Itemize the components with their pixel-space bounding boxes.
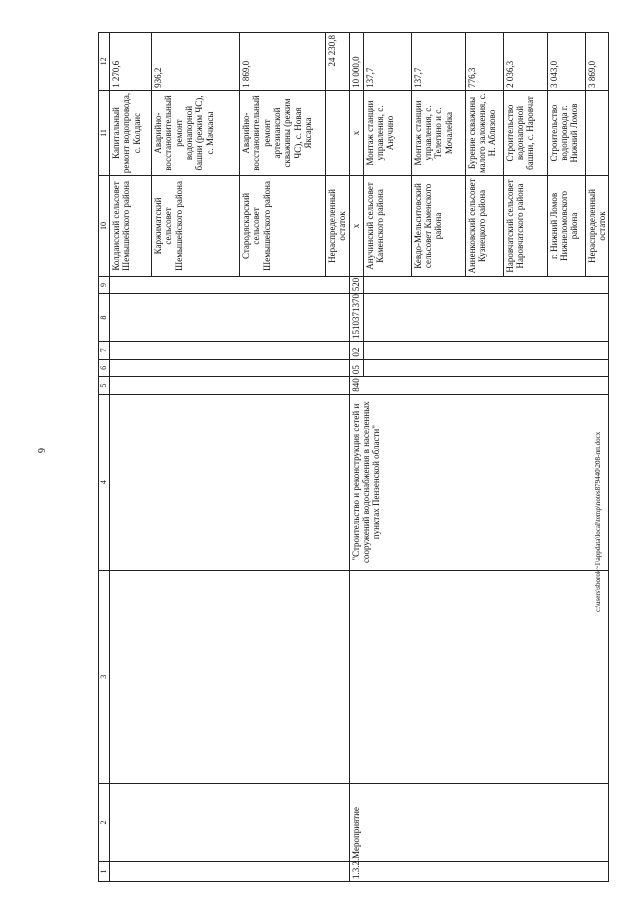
col-num: 9: [99, 276, 110, 294]
footer-path: c:\users\sborok~1\appdata\local\temp\notes879440\208-пп.docx: [594, 431, 602, 612]
col-num: 6: [99, 359, 110, 377]
work-cell: Капитальный ремонт водопровода, с. Колдаис: [110, 90, 152, 175]
col-num: 10: [99, 176, 110, 276]
col-num: 11: [99, 90, 110, 175]
col-num: 4: [99, 394, 110, 570]
amount-cell: 1 270,6: [110, 33, 152, 91]
col-num: 5: [99, 377, 110, 395]
col-num: 8: [99, 294, 110, 342]
col-num: 12: [99, 33, 110, 91]
work-cell: Строительство водопровода г. Нижний Ломов: [547, 90, 585, 175]
work-cell: Монтаж станции управления, с. Телегино и с. Мочалейка: [411, 90, 465, 175]
amount-cell: 3 869,0: [585, 33, 609, 91]
activity-number: 1.3.2.: [349, 861, 609, 881]
funding-table: [98, 32, 609, 882]
page-number: 6: [35, 448, 46, 453]
amount-cell: 2 036,3: [503, 33, 547, 91]
table-row: [110, 33, 152, 882]
work-cell: [326, 90, 350, 175]
work-cell: Бурение скважины малого заложения, с. Н. Аблязово: [465, 90, 503, 175]
place-cell: Нераспределенный остаток: [326, 176, 350, 276]
amount-cell: 1 869,0: [240, 33, 326, 91]
activity-row: [349, 33, 363, 882]
col-num: 3: [99, 570, 110, 784]
col-num: 7: [99, 341, 110, 359]
column-number-row: [99, 33, 110, 882]
amount-cell: 137,7: [411, 33, 465, 91]
amount-cell: 137,7: [363, 33, 411, 91]
col-num: 1: [99, 861, 110, 881]
work-cell: Монтаж станции управления, с. Анучино: [363, 90, 411, 175]
amount-cell: 776,3: [465, 33, 503, 91]
place-cell: Колдаисский сельсовет Шемышейского района: [110, 176, 152, 276]
activity-title: "Строительство и реконструкция сетей и сооружений водоснабжения в населенных пунктах Пензенской области": [349, 394, 609, 570]
code-grbs: 840: [349, 377, 609, 395]
place-cell: х: [349, 176, 363, 276]
place-cell: Анненковский сельсовет Кузнецкого района: [465, 176, 503, 276]
work-cell: Аварийно-восстановительный ремонт водонапорной башни (режим ЧС), с. Мачкасы: [152, 90, 240, 175]
place-cell: Наровчатский сельсовет Наровчатского района: [503, 176, 547, 276]
place-cell: Нераспределенный остаток: [585, 176, 609, 276]
work-cell: Строительство водонапорной башни, с. Наровчат: [503, 90, 547, 175]
amount-cell: 936,2: [152, 33, 240, 91]
code-target: 1510371370: [349, 294, 363, 342]
work-cell: Аварийно-восстановительный ремонт артезианской скважины (режим ЧС), с. Новая Яксарка: [240, 90, 326, 175]
place-cell: Анучинский сельсовет Каменского района: [363, 176, 411, 276]
work-cell: [585, 90, 609, 175]
col-num: 2: [99, 784, 110, 862]
code-subsection: 02: [349, 341, 363, 359]
place-cell: Кевдо-Мельситовский сельсовет Каменского района: [411, 176, 465, 276]
amount-cell: 24 230,8: [326, 33, 350, 91]
code-expense: 520: [349, 276, 363, 294]
code-section: 05: [349, 359, 363, 377]
activity-type: Мероприятие: [349, 784, 609, 862]
place-cell: Стародяскарский сельсовет Шемышейского района: [240, 176, 326, 276]
work-cell: х: [349, 90, 363, 175]
activity-amount: 10 000,0: [349, 33, 363, 91]
place-cell: г. Нижний Ломов Нижнеломовского района: [547, 176, 585, 276]
place-cell: Каржиматский сельсовет Шемышейского района: [152, 176, 240, 276]
amount-cell: 3 043,0: [547, 33, 585, 91]
